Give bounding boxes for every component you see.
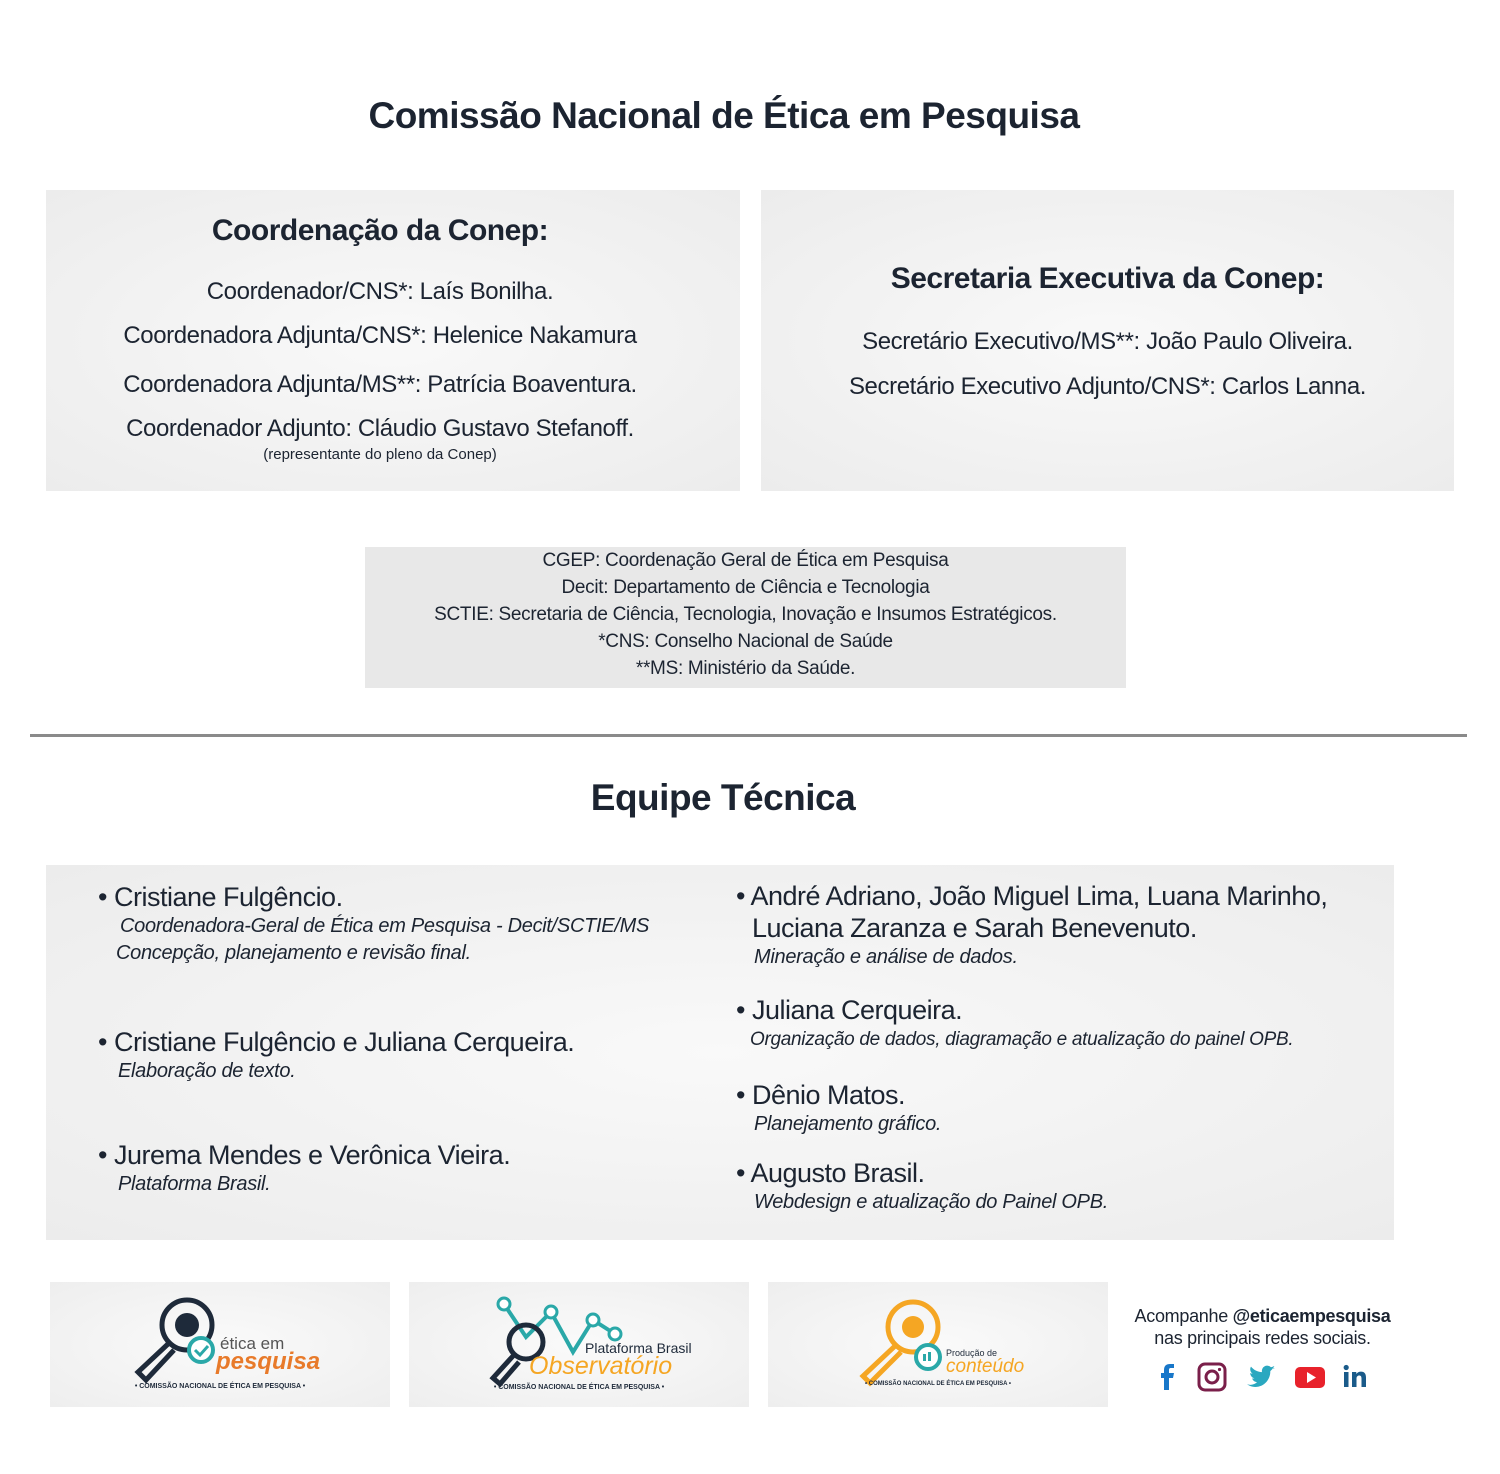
section-divider [30, 734, 1467, 737]
legend-line: *CNS: Conselho Nacional de Saúde [598, 631, 893, 652]
team-item [736, 1079, 941, 1138]
instagram-icon[interactable] [1195, 1360, 1229, 1394]
logo-text: pesquisa [216, 1348, 321, 1375]
secretaria-panel [761, 190, 1454, 491]
team-name: • Jurema Mendes e Verônica Vieira. [98, 1140, 511, 1170]
facebook-icon[interactable] [1150, 1360, 1184, 1394]
coord-line: Coordenador Adjunto: Cláudio Gustavo Stefanoff. [126, 415, 634, 442]
logo-subtext: • COMISSÃO NACIONAL DE ÉTICA EM PESQUISA • [865, 1381, 1011, 1387]
twitter-icon[interactable] [1244, 1360, 1278, 1394]
logo-subtext: • COMISSÃO NACIONAL DE ÉTICA EM PESQUISA • [493, 1384, 665, 1391]
legend-line: SCTIE: Secretaria de Ciência, Tecnologia, Inovação e Insumos Estratégicos. [434, 604, 1057, 625]
logo-subtext: • COMISSÃO NACIONAL DE ÉTICA EM PESQUISA • [134, 1383, 306, 1390]
acronym-legend [365, 547, 1126, 688]
social-caption [1120, 1305, 1405, 1349]
secretaria-line: Secretário Executivo Adjunto/CNS*: Carlos Lanna. [848, 373, 1367, 400]
equipe-panel [46, 865, 1394, 1240]
team-role: Elaboração de texto. [118, 1060, 296, 1082]
coord-line: Coordenador/CNS*: Laís Bonilha. [206, 278, 554, 305]
youtube-icon[interactable] [1293, 1360, 1327, 1394]
social-caption-text: nas principais redes sociais. [1154, 1328, 1371, 1348]
legend-line: **MS: Ministério da Saúde. [635, 658, 856, 679]
logo-text: conteúdo [946, 1356, 1025, 1377]
coordenacao-heading: Coordenação da Conep: [211, 214, 549, 247]
team-role: Coordenadora-Geral de Ética em Pesquisa - Decit/SCTIE/MS [120, 915, 649, 937]
team-item [98, 881, 649, 967]
logo-producao-conteudo [768, 1282, 1108, 1407]
team-name: • Juliana Cerqueira. [736, 995, 963, 1025]
logo-etica-em-pesquisa [50, 1282, 390, 1407]
team-name: • André Adriano, João Miguel Lima, Luana Marinho, [736, 881, 1328, 911]
team-role: Concepção, planejamento e revisão final. [116, 942, 471, 964]
equipe-heading: Equipe Técnica [590, 777, 856, 818]
team-name: • Dênio Matos. [736, 1080, 906, 1110]
coord-note: (representante do pleno da Conep) [263, 446, 497, 463]
team-role: Webdesign e atualização do Painel OPB. [754, 1191, 1109, 1213]
coordenacao-panel [46, 190, 740, 491]
logo-text: ética em [220, 1334, 285, 1353]
legend-line: CGEP: Coordenação Geral de Ética em Pesquisa [542, 550, 949, 571]
team-item [98, 1026, 574, 1085]
team-role: Plataforma Brasil. [118, 1173, 271, 1195]
legend-line: Decit: Departamento de Ciência e Tecnologia [561, 577, 930, 598]
social-caption-text: Acompanhe [1134, 1306, 1233, 1326]
logo-text: Produção de [946, 1348, 998, 1358]
team-name: • Augusto Brasil. [736, 1158, 925, 1188]
magnifier-content-icon [768, 1282, 1108, 1407]
linkedin-icon[interactable] [1339, 1360, 1373, 1394]
team-name: • Cristiane Fulgêncio. [98, 882, 343, 912]
team-name: • Cristiane Fulgêncio e Juliana Cerqueira. [98, 1027, 575, 1057]
logo-text: Observatório [529, 1352, 673, 1380]
team-role: Mineração e análise de dados. [754, 946, 1018, 968]
logo-observatorio [409, 1282, 749, 1407]
team-item [98, 1139, 510, 1198]
logo-text: Plataforma Brasil [585, 1340, 692, 1356]
social-handle[interactable]: @eticaempesquisa [1232, 1306, 1391, 1326]
team-item [736, 1157, 1108, 1216]
secretaria-line: Secretário Executivo/MS**: João Paulo Oliveira. [862, 328, 1353, 355]
team-role: Organização de dados, diagramação e atualização do painel OPB. [750, 1029, 1294, 1050]
coord-line: Coordenadora Adjunta/CNS*: Helenice Nakamura [123, 322, 637, 349]
team-item [736, 880, 1327, 971]
page-title: Comissão Nacional de Ética em Pesquisa [368, 95, 1080, 136]
coord-line: Coordenadora Adjunta/MS**: Patrícia Boaventura. [123, 371, 637, 398]
team-role: Planejamento gráfico. [754, 1113, 942, 1135]
team-item [736, 994, 1293, 1053]
secretaria-heading: Secretaria Executiva da Conep: [890, 262, 1325, 295]
team-name: Luciana Zaranza e Sarah Benevenuto. [752, 913, 1197, 943]
